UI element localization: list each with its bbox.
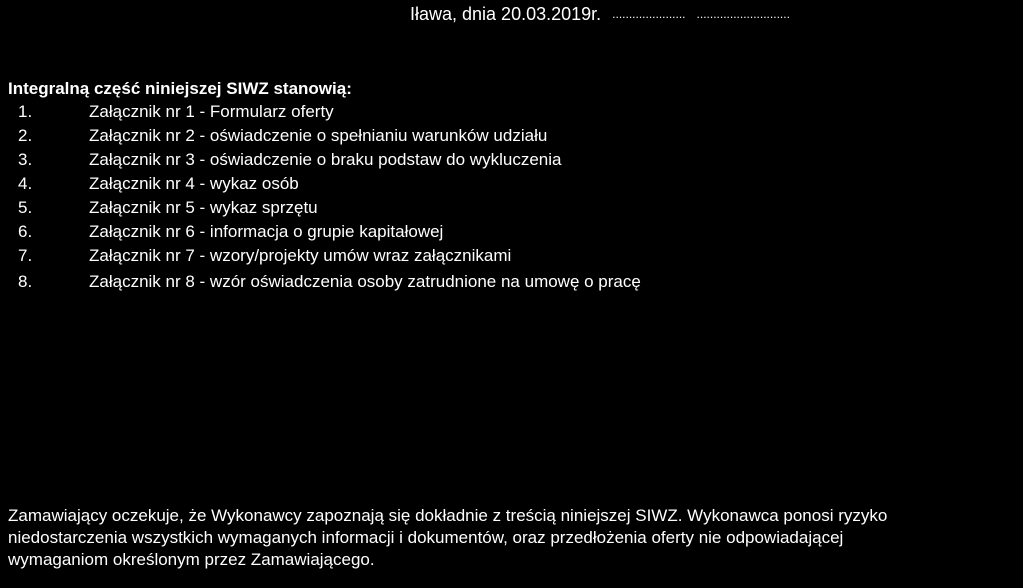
place-date-line: [410, 4, 790, 25]
list-item-number: 3.: [18, 150, 33, 169]
list-item-text: Załącznik nr 2 - oświadczenie o spełnianiu warunków udziału: [89, 126, 548, 145]
signature-dots-2: ............................: [696, 7, 790, 21]
footer-line-3: wymaganiom określonym przez Zamawiającego.: [8, 550, 375, 569]
list-item-number: 4.: [18, 174, 33, 193]
list-item-number: 2.: [18, 126, 33, 145]
list-item-number: 7.: [18, 246, 33, 265]
list-item-text: Załącznik nr 6 - informacja o grupie kapitałowej: [89, 222, 444, 241]
list-item-text: Załącznik nr 4 - wykaz osób: [89, 174, 299, 193]
list-item-number: 1.: [18, 102, 33, 121]
list-item-number: 5.: [18, 198, 33, 217]
list-item-text: Załącznik nr 3 - oświadczenie o braku podstaw do wykluczenia: [89, 150, 562, 169]
section-title: Integralną część niniejszej SIWZ stanowią:: [8, 79, 352, 98]
footer-line-1: Zamawiający oczekuje, że Wykonawcy zapoznają się dokładnie z treścią niniejszej SIWZ. Wykonawca ponosi ryzyko: [8, 506, 888, 525]
list-item-text: Załącznik nr 1 - Formularz oferty: [89, 102, 334, 121]
place-date-text: Iława, dnia 20.03.2019r.: [410, 4, 602, 24]
list-item-text: Załącznik nr 8 - wzór oświadczenia osoby zatrudnione na umowę o pracę: [89, 272, 641, 291]
footer-line-2: niedostarczenia wszystkich wymaganych informacji i dokumentów, oraz przedłożenia oferty nie odpowiadającej: [8, 528, 844, 547]
signature-dots-1: ......................: [612, 7, 686, 21]
list-item-number: 6.: [18, 222, 33, 241]
list-item-number: 8.: [18, 272, 33, 291]
footer-paragraph: [8, 505, 1020, 571]
list-item-text: Załącznik nr 5 - wykaz sprzętu: [89, 198, 318, 217]
list-item-text: Załącznik nr 7 - wzory/projekty umów wraz załącznikami: [89, 246, 512, 265]
